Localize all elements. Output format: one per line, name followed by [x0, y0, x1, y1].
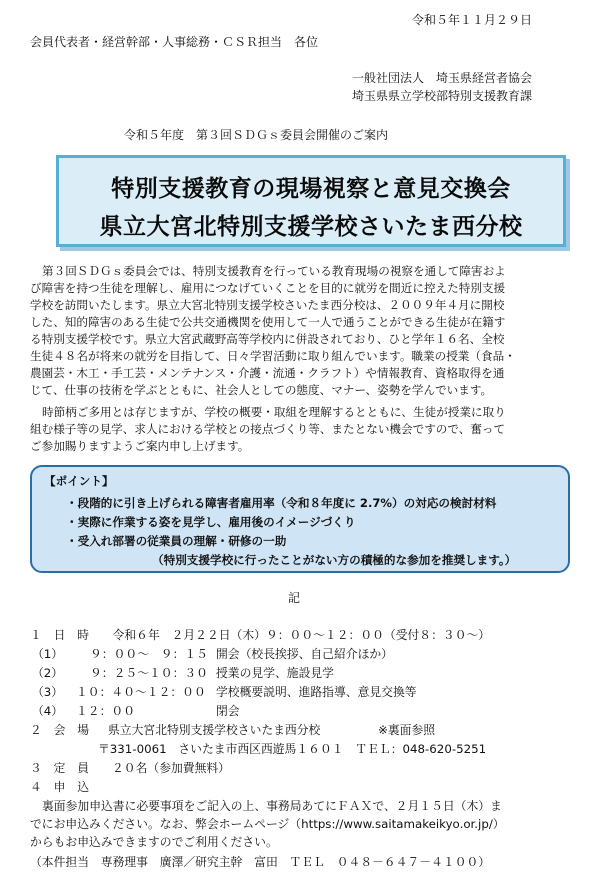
body-line: 生徒４８名が将来の就労を目指して、日々学習活動に取り組んでいます。職業の授業（食品・	[30, 349, 516, 363]
venue-address: 〒331-0061 さいたま市西区西遊馬１６０１ ＴＥＬ：048-620-5251	[98, 742, 487, 756]
sender-org-2: 埼玉県県立学校部特別支援教育課	[352, 89, 533, 103]
sender-org-1: 一般社団法人 埼玉県経営者協会	[352, 71, 533, 85]
apply-line: からもお申込みできますのでご利用ください。	[30, 835, 278, 849]
body-line: 第３回ＳＤＧｓ委員会では、特別支援教育を行っている教育現場の視察を通して障害およ	[42, 264, 506, 278]
title-line-2: 県立大宮北特別支援学校さいたま西分校	[99, 214, 523, 240]
datetime-line: １ 日 時 令和６年 ２月２２日（木）９：００～１２：００（受付８：３０～）	[30, 628, 491, 642]
apply-line: 裏面参加申込書に必要事項をご記入の上、事務局あてにＦＡＸで、２月１５日（木）ま	[42, 799, 502, 813]
points-note: （特別支援学校に行ったことがない方の積極的な参加を推奨します。）	[152, 553, 517, 567]
schedule-time: ９：００～ ９：１５	[90, 647, 208, 661]
issue-date: 令和５年１１月２９日	[412, 13, 533, 27]
schedule-no: （3）	[32, 685, 64, 699]
ki-marker: 記	[288, 591, 301, 605]
point-item: ・段階的に引き上げられる障害者雇用率（令和８年度に 2.7%）の対応の検討材料	[66, 496, 497, 510]
venue-note: ※裏面参照	[378, 723, 436, 737]
body-line: る特別支援学校です。県立大宮武蔵野高等学校内に併設されており、ひと学年１６名、全校	[30, 332, 505, 346]
schedule-time: ９：２５～１０：３０	[90, 666, 208, 680]
body-line: 時節柄ご多用とは存じますが、学校の概要・取組を理解するとともに、生徒が授業に取り	[42, 405, 506, 419]
point-item: ・受入れ部署の従業員の理解・研修の一助	[66, 534, 287, 548]
schedule-time: １２：００	[76, 704, 135, 718]
body-line: した、知的障害のある生徒で公共交通機関を使用して一人で通うことができる生徒が在籍す	[30, 315, 506, 329]
body-line: 農園芸・木工・手工芸・メンテナンス・介護・流通・クラフト）や情報教育、資格取得を通	[30, 366, 505, 380]
title-banner	[56, 155, 566, 247]
schedule-desc: 閉会	[216, 704, 240, 718]
venue-label: ２ 会 場	[30, 723, 89, 737]
apply-line: でにお申込みください。なお、弊会ホームページ（https://www.saitamakeikyo.or.jp/）	[30, 817, 505, 831]
apply-label: ４ 申 込	[30, 780, 89, 794]
subtitle: 令和５年度 第３回ＳＤＧｓ委員会開催のご案内	[124, 128, 389, 142]
schedule-desc: 学校概要説明、進路指導、意見交換等	[216, 685, 417, 699]
schedule-time: １０：４０～１２：００	[76, 685, 206, 699]
contact-line: （本件担当 専務理事 廣澤／研究主幹 富田 ＴＥＬ ０４８－６４７－４１００）	[30, 855, 491, 869]
schedule-no: （1）	[32, 647, 64, 661]
body-line: じて、仕事の技術を学ぶとともに、社会人としての態度、マナー、姿勢を学んでいます。	[30, 383, 493, 397]
venue-name: 県立大宮北特別支援学校さいたま西分校	[108, 723, 321, 737]
schedule-no: （4）	[32, 704, 64, 718]
schedule-desc: 開会（校長挨拶、自己紹介ほか）	[216, 647, 393, 661]
body-line: 組む様子等の見学、求人における学校との接点づくり等、またとない機会ですので、奮って	[30, 422, 506, 436]
title-line-1: 特別支援教育の現場視察と意見交換会	[111, 176, 511, 202]
point-item: ・実際に作業する姿を見学し、雇用後のイメージづくり	[66, 515, 356, 529]
schedule-no: （2）	[32, 666, 64, 680]
addressee: 会員代表者・経営幹部・人事総務・ＣＳＲ担当 各位	[30, 35, 319, 49]
body-line: ご参加賜りますようご案内申し上げます。	[30, 439, 250, 453]
body-line: 学校を訪問いたします。県立大宮北特別支援学校さいたま西分校は、２００９年４月に開校	[30, 298, 505, 312]
capacity-label: ３ 定 員	[30, 761, 89, 775]
points-heading: 【ポイント】	[44, 474, 114, 488]
capacity-value: ２０名（参加費無料）	[112, 761, 230, 775]
points-box	[30, 465, 570, 573]
schedule-desc: 授業の見学、施設見学	[216, 666, 334, 680]
body-line: び障害を持つ生徒を理解し、雇用につなげていくことを目的に就労を間近に控えた特別支援	[30, 281, 506, 295]
